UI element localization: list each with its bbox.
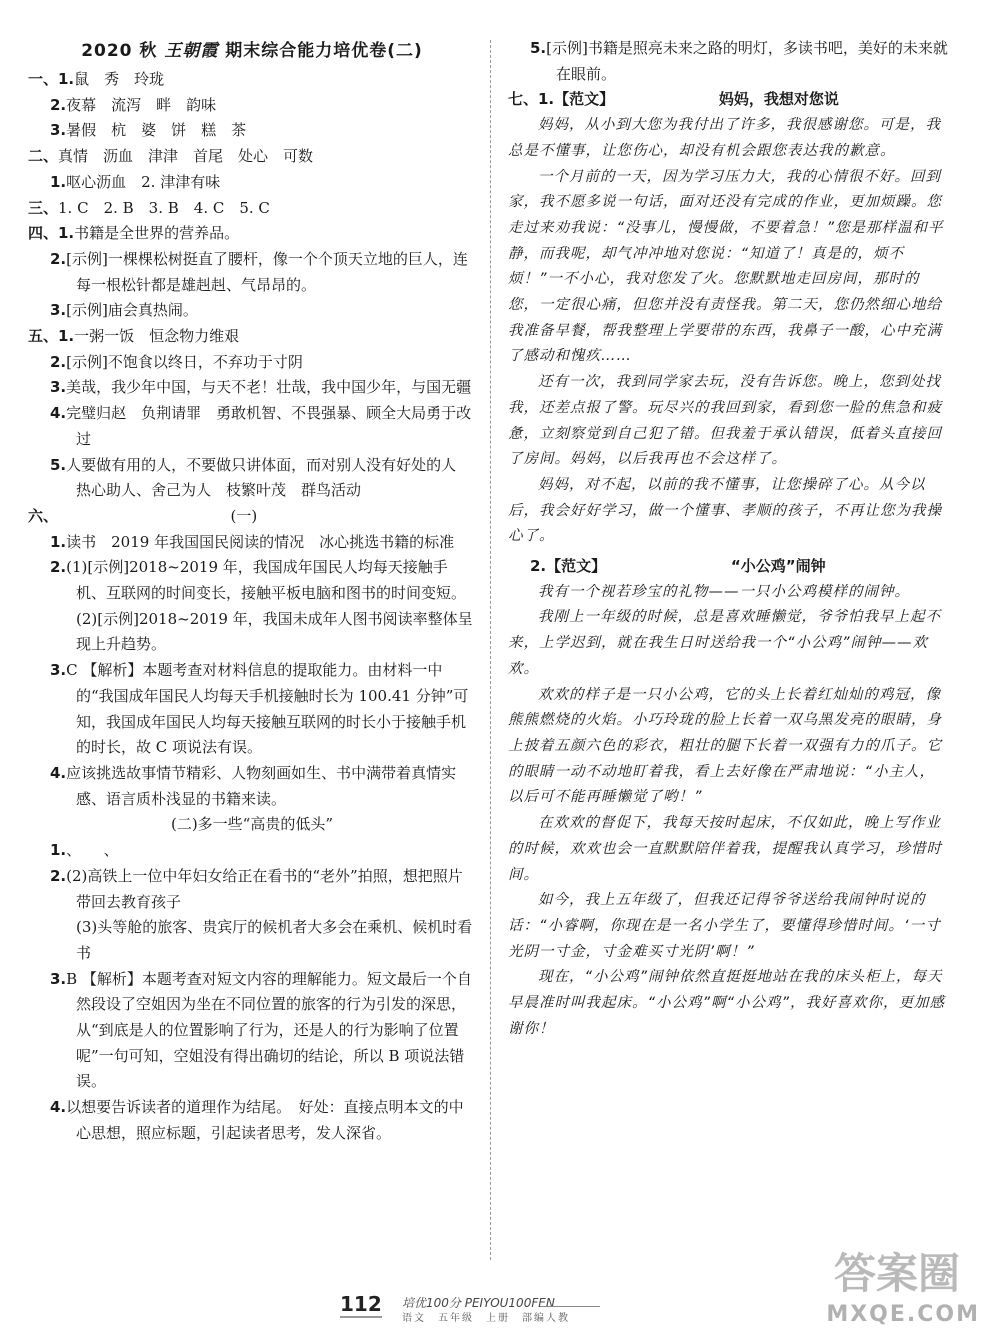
item-label: 2.	[50, 95, 67, 114]
answer-item	[28, 93, 476, 119]
essay1-paragraph: 妈妈，对不起，以前的我不懂事，让您操碎了心。从今以后，我会好好学习，做一个懂事、孝顺的孩子，不再让您为我操心了。	[508, 476, 942, 545]
item-label: 5.	[50, 455, 67, 474]
item-label: 一、1.	[28, 70, 75, 88]
item-text: 书籍是全世界的营养品。	[74, 224, 240, 243]
answer-item	[28, 761, 476, 812]
right-column	[508, 36, 948, 1042]
item-label: 4.	[50, 404, 67, 423]
answer-item	[508, 36, 948, 87]
item-text: [示例]书籍是照亮未来之路的明灯，多读书吧，美好的未来就在眼前。	[546, 39, 948, 83]
essay1-body	[508, 113, 948, 550]
answer-item	[28, 504, 476, 530]
item-label: 2.	[50, 352, 67, 371]
item-text: 美哉，我少年中国，与天不老！壮哉，我中国少年，与国无疆	[66, 378, 472, 397]
essay2-title: “小公鸡”闹钟	[730, 557, 826, 576]
column-divider	[490, 40, 491, 1260]
answer-item	[28, 453, 476, 504]
essay2-paragraph: 我刚上一年级的时候，总是喜欢睡懒觉，爷爷怕我早上起不来，上学迟到，就在我生日时送给我一个“小公鸡”闹钟——欢欢。	[508, 609, 941, 677]
essay2-paragraph: 我有一个视若珍宝的礼物——一只小公鸡模样的闹钟。	[538, 583, 910, 600]
item-text: 真情 沥血 津津 首尾 处心 可数	[58, 147, 314, 166]
essay2-paragraph: 如今，我上五年级了，但我还记得爷爷送给我闹钟时说的话：“小睿啊，你现在是一名小学生了，要懂得珍惜时间。‘一寸光阴一寸金，寸金难买寸光阴’啊！”	[508, 892, 941, 960]
arrow-icon	[540, 1306, 600, 1307]
answer-item	[28, 196, 476, 222]
item-text: B 【解析】本题考查对短文内容的理解能力。短文最后一个自然段设了空姐因为坐在不同位置的旅客的行为引发的深思，从“到底是人的位置影响了行为，还是人的行为影响了位置呢”一句可知，空姐没有得出确切的结论，所以 B 项说法错误。	[66, 969, 472, 1091]
answer-item	[28, 144, 476, 170]
item-text: [示例]一棵棵松树挺直了腰杆，像一个个顶天立地的巨人，连每一根松针都是雄赳赳、气昂昂的。	[66, 249, 468, 294]
answer-item	[28, 967, 476, 1096]
item-label: 2.	[50, 249, 67, 268]
item-label: 5.	[530, 39, 547, 57]
item-text: (2)高铁上一位中年妇女给正在看书的“老外”拍照，想把照片带回去教育孩子	[66, 866, 463, 911]
answer-item	[28, 67, 476, 93]
item-text: [示例]庙会真热闹。	[66, 301, 198, 320]
item-label: 三、	[28, 198, 59, 217]
answer-item	[28, 350, 476, 376]
item-text: (3)头等舱的旅客、贵宾厅的候机者大多会在乘机、候机时看书	[76, 918, 473, 962]
item-label: 四、1.	[28, 224, 75, 243]
item-label: 3.	[50, 969, 67, 988]
answer-item	[28, 607, 476, 658]
item-text: (二)多一些“高贵的低头”	[170, 815, 334, 834]
answer-item	[28, 915, 476, 966]
essay1-title: 妈妈，我想对您说	[718, 90, 839, 109]
essay1-paragraph: 妈妈，从小到大您为我付出了许多，我很感谢您。可是，我总是不懂事，让您伤心，却没有机会跟您表达我的歉意。	[508, 117, 941, 159]
essay1-heading	[508, 87, 948, 113]
item-text: 1. C 2. B 3. B 4. C 5. C	[58, 198, 270, 217]
item-text: (一)	[50, 506, 258, 525]
page-footer	[340, 1292, 660, 1322]
answer-item	[28, 864, 476, 915]
essay2-paragraph: 欢欢的样子是一只小公鸡，它的头上长着红灿灿的鸡冠，像熊熊燃烧的火焰。小巧玲珑的脸上长着一双乌黑发亮的眼睛，身上披着五颜六色的彩衣，粗壮的腿下长着一双强有力的爪子。它的眼睛一动不动地盯着我，看上去好像在严肃地说：“小主人，以后可不能再睡懒觉了哟！”	[508, 686, 942, 806]
answer-item	[28, 324, 476, 350]
essay2-heading	[508, 554, 948, 580]
item-text: 鼠 秀 玲珑	[74, 70, 165, 88]
item-label: 六、	[28, 506, 51, 525]
item-text: 夜幕 流泻 畔 韵味	[66, 95, 217, 114]
item-text: 读书 2019 年我国国民阅读的情况 冰心挑选书籍的标准	[66, 532, 455, 551]
answer-item	[28, 247, 476, 298]
essay1-paragraph: 一个月前的一天，因为学习压力大，我的心情很不好。回到家，我不愿多说一句话，面对还没有完成的作业，更加烦躁。您走过来劝我说：“没事儿，慢慢做，不要着急！”您是那样温和平静，而我呢，却气冲冲地对您说：“知道了！真是的，烦不烦！”一不小心，我对您发了火。您默默地走回房间，那时的您，一定很心痛，但您并没有责怪我。第二天，您仍然细心地给我准备早餐，帮我整理上学要带的东西，我鼻子一酸，心中充满了感动和愧疚……	[508, 168, 944, 365]
title-year: 2020 秋	[81, 41, 158, 61]
answer-item	[28, 221, 476, 247]
item-text: 以想要告诉读者的道理作为结尾。 好处：直接点明本文的中心思想，照应标题，引起读者思考，发人深省。	[66, 1098, 464, 1142]
item-label: 3.	[50, 661, 67, 680]
answer-item	[28, 1095, 476, 1146]
item-label: 2.	[50, 866, 67, 885]
left-column	[28, 36, 476, 1147]
answer-item	[28, 118, 476, 144]
item-label: 1.	[50, 532, 67, 551]
item-label: 1.	[50, 841, 67, 860]
item-text: 人要做有用的人，不要做只讲体面，而对别人没有好处的人 热心助人、舍己为人 枝繁叶茂 群鸟活动	[66, 455, 472, 500]
item-label: 五、1.	[28, 327, 75, 346]
item-text: 应该挑选故事情节精彩、人物刻画如生、书中满带着真情实感、语言质朴浅显的书籍来读。	[66, 763, 457, 808]
title-text: 期末综合能力培优卷(二)	[225, 41, 423, 61]
answer-item	[28, 530, 476, 556]
essay2-paragraph: 现在，“小公鸡”闹钟依然直挺挺地站在我的床头柜上，每天早晨准时叫我起床。“小公鸡”啊“小公鸡”，我好喜欢你，更加感谢你！	[508, 969, 946, 1037]
answer-item	[28, 401, 476, 452]
answer-item	[28, 658, 476, 761]
item-text: (1)[示例]2018~2019 年，我国成年国民人均每天接触手机、互联网的时间变长，接触平板电脑和图书的时间变短。	[66, 558, 467, 603]
essay1-paragraph: 还有一次，我到同学家去玩，没有告诉您。晚上，您到处找我，还差点报了警。玩尽兴的我回到家，看到您一脸的焦急和疲惫，立刻察觉到自己犯了错。但我羞于承认错误，低着头直接回了房间。妈妈，以后我再也不会这样了。	[508, 374, 942, 468]
answer-item	[28, 555, 476, 606]
item-label: 4.	[50, 1098, 67, 1117]
page-title	[28, 36, 476, 61]
item-text: 暑假 杭 婆 饼 糕 茶	[66, 121, 247, 140]
essay2-paragraph: 在欢欢的督促下，我每天按时起床，不仅如此，晚上写作业的时候，欢欢也会一直默默陪伴着我，提醒我认真学习，珍惜时间。	[508, 815, 942, 883]
item-label: 1.	[50, 172, 67, 191]
item-text: 完璧归赵 负荆请罪 勇敢机智、不畏强暴、顾全大局勇于改过	[66, 404, 472, 448]
item-label: 4.	[50, 763, 67, 782]
essay2-label: 2.【范文】	[530, 557, 607, 576]
answer-item	[28, 170, 476, 196]
item-label: 二、	[28, 147, 59, 166]
essay1-label: 七、1.【范文】	[508, 90, 615, 109]
footer-brand: 培优100分 PEIYOU100FEN	[402, 1296, 555, 1310]
page-number: 112	[340, 1292, 382, 1316]
item-text: [示例]不饱食以终日，不弃功于寸阴	[66, 352, 303, 371]
watermark-logo: 答案圈	[833, 1249, 960, 1298]
answer-list-left	[28, 67, 476, 1147]
answer-item	[28, 298, 476, 324]
item-label: 3.	[50, 378, 67, 397]
item-text: (2)[示例]2018~2019 年，我国未成年人图书阅读率整体呈现上升趋势。	[76, 609, 473, 654]
item-label: 3.	[50, 121, 67, 140]
item-label: 2.	[50, 558, 67, 577]
answer-item	[28, 838, 476, 864]
answer-item	[28, 375, 476, 401]
watermark	[780, 1247, 980, 1327]
essay2-body	[508, 580, 948, 1043]
item-text: 一粥一饭 恒念物力维艰	[74, 327, 240, 346]
footer-subtitle: 语文 五年级 上册 部编人教	[402, 1313, 570, 1324]
item-label: 3.	[50, 301, 67, 320]
answer-item	[28, 812, 476, 838]
title-brand: 王朝霞	[164, 41, 219, 61]
item-text: 、 、	[66, 841, 119, 860]
item-text: C 【解析】本题考查对材料信息的提取能力。由材料一中的“我国成年国民人均每天手机接触时长为 100.41 分钟”可知，我国成年国民人均每天接触互联网的时长小于接触手机的时长，故 C 项说法有误。	[66, 661, 469, 757]
item-text: 呕心沥血 2. 津津有味	[66, 172, 221, 191]
watermark-url: MXQE.COM	[826, 1302, 980, 1327]
